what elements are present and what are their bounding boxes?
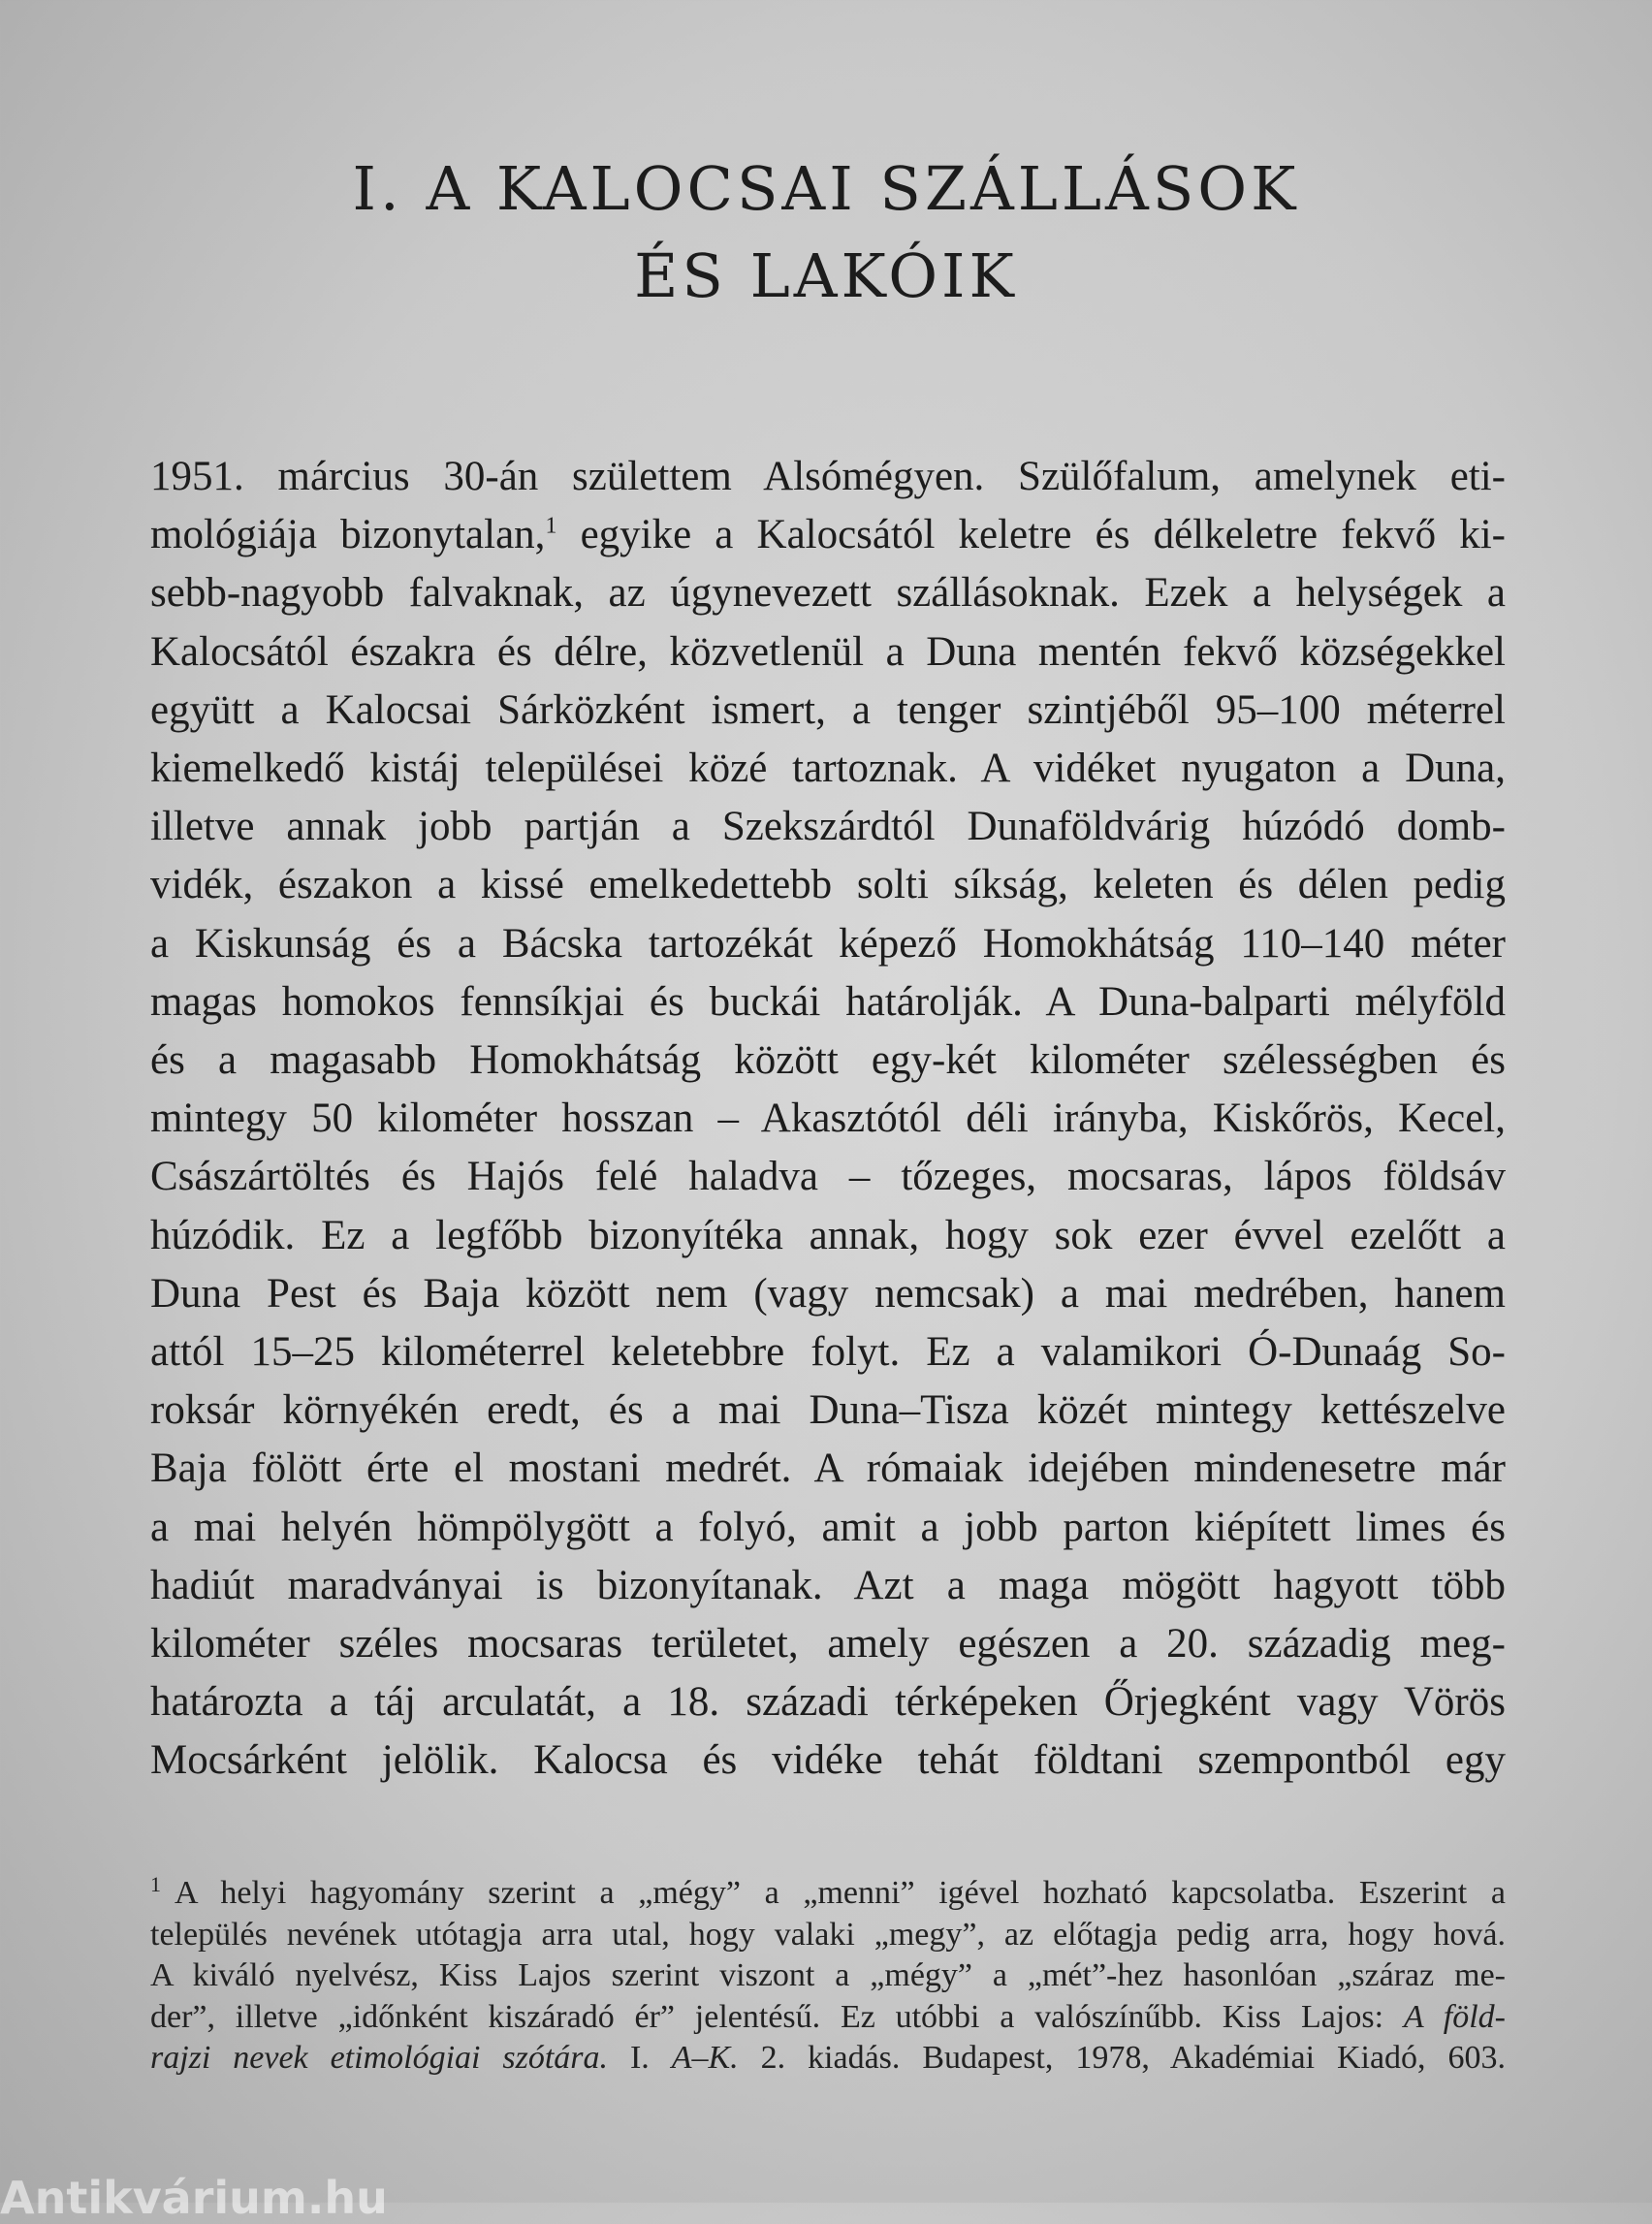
footnote-text: I.	[608, 2040, 672, 2076]
body-line: húzódik. Ez a legfőbb bizonyítéka annak, hogy sok ezer évvel ezelőtt a	[150, 1212, 1506, 1258]
footnote-book-title: rajzi nevek etimológiai szótára.	[150, 2040, 609, 2076]
footnote-book-title: A föld-	[1403, 1998, 1506, 2035]
footnote-mark: 1	[150, 1871, 161, 1896]
body-line: hadiút maradványai is bizonyítanak. Azt a maga mögött hagyott több	[150, 1562, 1506, 1608]
chapter-title-line-1: I. A KALOCSAI SZÁLLÁSOK	[352, 153, 1300, 224]
body-line: kilométer széles mocsaras területet, amely egészen a 20. századig meg-	[150, 1621, 1506, 1668]
body-line: kiemelkedő kistáj települései közé tartoznak. A vidéket nyugaton a Duna,	[150, 746, 1506, 792]
body-line: Mocsárként jelölik. Kalocsa és vidéke tehát földtani szempontból egy	[150, 1737, 1506, 1784]
body-line-segment: mológiája bizonytalan,	[150, 512, 546, 558]
watermark: Antikvárium.hu	[0, 2172, 388, 2224]
body-line: határozta a táj arculatát, a 18. századi térképeken Őrjegként vagy Vörös	[150, 1679, 1506, 1726]
body-line: a mai helyén hömpölygött a folyó, amit a jobb parton kiépített limes és	[150, 1504, 1506, 1550]
body-line	[150, 506, 1506, 564]
footnote	[150, 1873, 1506, 2080]
body-line: magas homokos fennsíkjai és buckái határolják. A Duna-balparti mélyföld	[150, 978, 1506, 1025]
chapter-title	[145, 145, 1507, 320]
body-line: mintegy 50 kilométer hosszan – Akasztótól déli irányba, Kiskőrös, Kecel,	[150, 1096, 1506, 1142]
footnote-line	[150, 1873, 1506, 1915]
body-line-segment: egyike a Kalocsától keletre és délkeletre fekvő ki-	[556, 512, 1506, 558]
body-paragraph	[150, 448, 1506, 1791]
body-line: sebb-nagyobb falvaknak, az úgynevezett szállásoknak. Ezek a helységek a	[150, 570, 1506, 617]
body-line: Császártöltés és Hajós felé haladva – tőzeges, mocsaras, lápos földsáv	[150, 1154, 1506, 1200]
body-line: Kalocsától északra és délre, közvetlenül a Duna mentén fekvő községekkel	[150, 628, 1506, 675]
body-line: 1951. március 30-án születtem Alsómégyen. Szülőfalum, amelynek eti-	[150, 454, 1506, 499]
body-line: attól 15–25 kilométerrel keletebbre folyt. Ez a valamikori Ó-Dunaág So-	[150, 1329, 1506, 1376]
body-line: illetve annak jobb partján a Szekszárdtól Dunaföldvárig húzódó domb-	[150, 804, 1506, 850]
footnote-text: der”, illetve „időnként kiszáradó ér” jelentésű. Ez utóbbi a valószínűbb. Kiss Lajos:	[150, 1998, 1404, 2035]
footnote-line	[150, 2038, 1506, 2080]
footnote-line: település nevének utótagja arra utal, hogy valaki „megy”, az előtagja pedig arra, hogy hová.	[150, 1916, 1506, 1953]
footnote-line	[150, 1997, 1506, 2039]
body-line: roksár környékén eredt, és a mai Duna–Tisza közét mintegy kettészelve	[150, 1387, 1506, 1434]
body-line: Baja fölött érte el mostani medrét. A rómaiak idejében mindenesetre már	[150, 1446, 1506, 1492]
footnote-text: A helyi hagyomány szerint a „mégy” a „menni” igével hozható kapcsolatba. Eszerint a	[175, 1875, 1506, 1911]
footnote-line: A kiváló nyelvész, Kiss Lajos szerint viszont a „mégy” a „mét”-hez hasonlóan „száraz me-	[150, 1957, 1506, 1993]
body-line: vidék, északon a kissé emelkedettebb solti síkság, keleten és délen pedig	[150, 862, 1506, 908]
body-line: a Kiskunság és a Bácska tartozékát képező Homokhátság 110–140 méter	[150, 920, 1506, 967]
body-line: együtt a Kalocsai Sárközként ismert, a tenger szintjéből 95–100 méterrel	[150, 686, 1506, 733]
body-line: Duna Pest és Baja között nem (vagy nemcsak) a mai medrében, hanem	[150, 1270, 1506, 1317]
chapter-title-line-2: ÉS LAKÓIK	[634, 240, 1018, 311]
body-line: és a magasabb Homokhátság között egy-két kilométer szélességben és	[150, 1037, 1506, 1084]
footnote-volume-range: A–K.	[671, 2040, 739, 2076]
footnote-text: 2. kiadás. Budapest, 1978, Akadémiai Kiadó, 603.	[738, 2040, 1506, 2076]
footnote-reference[interactable]: 1	[545, 513, 557, 539]
